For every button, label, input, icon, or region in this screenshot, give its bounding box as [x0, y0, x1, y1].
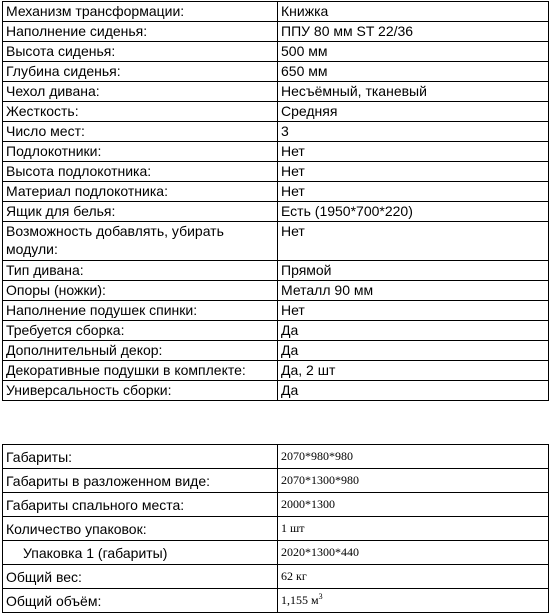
dimension-value: 2000*1300 [278, 493, 549, 517]
spec-value: Да [278, 381, 549, 401]
dimension-label: Упаковка 1 (габариты) [3, 541, 278, 565]
table-row [3, 301, 549, 321]
table-row [3, 122, 549, 142]
dimension-label: Габариты: [3, 445, 278, 469]
table-row [3, 42, 549, 62]
dimension-value: 2070*980*980 [278, 445, 549, 469]
table-row [3, 589, 549, 613]
dimension-value: 2070*1300*980 [278, 469, 549, 493]
spec-label: Требуется сборка: [3, 321, 278, 341]
spec-label: Дополнительный декор: [3, 341, 278, 361]
dimension-label: Общий вес: [3, 565, 278, 589]
table-row [3, 321, 549, 341]
spec-value: Металл 90 мм [278, 281, 549, 301]
spec-label: Наполнение подушек спинки: [3, 301, 278, 321]
spec-label: Чехол дивана: [3, 82, 278, 102]
spec-value: 650 мм [278, 62, 549, 82]
spec-label: Глубина сиденья: [3, 62, 278, 82]
spec-label: Возможность добавлять, убирать модули: [3, 222, 278, 261]
table-row [3, 222, 549, 261]
dimension-label: Габариты спального места: [3, 493, 278, 517]
dimension-value [278, 589, 549, 613]
table-row [3, 469, 549, 493]
dimension-label: Габариты в разложенном виде: [3, 469, 278, 493]
spec-value: Да, 2 шт [278, 361, 549, 381]
table-row [3, 162, 549, 182]
spec-value: 500 мм [278, 42, 549, 62]
volume-unit-superscript: 3 [318, 592, 323, 601]
spec-label: Материал подлокотника: [3, 182, 278, 202]
table-row [3, 493, 549, 517]
table-row [3, 445, 549, 469]
table-row [3, 62, 549, 82]
dimensions-table [2, 444, 549, 613]
spec-label: Опоры (ножки): [3, 281, 278, 301]
spec-value: Да [278, 341, 549, 361]
table-row [3, 517, 549, 541]
spec-label: Подлокотники: [3, 142, 278, 162]
spec-label: Ящик для белья: [3, 202, 278, 222]
spec-value: Нет [278, 301, 549, 321]
dimension-label: Общий объём: [3, 589, 278, 613]
spec-label: Высота подлокотника: [3, 162, 278, 182]
dimension-value: 1 шт [278, 517, 549, 541]
spec-label: Декоративные подушки в комплекте: [3, 361, 278, 381]
table-row [3, 182, 549, 202]
spec-label: Механизм трансформации: [3, 2, 278, 22]
spec-label: Число мест: [3, 122, 278, 142]
specs-table [2, 1, 549, 401]
table-row [3, 341, 549, 361]
spec-label: Высота сиденья: [3, 42, 278, 62]
table-row [3, 82, 549, 102]
spec-label: Наполнение сиденья: [3, 22, 278, 42]
dimension-value: 62 кг [278, 565, 549, 589]
spec-value: ППУ 80 мм ST 22/36 [278, 22, 549, 42]
table-row [3, 2, 549, 22]
spec-value: Средняя [278, 102, 549, 122]
table-row [3, 281, 549, 301]
table-row [3, 22, 549, 42]
spec-value: 3 [278, 122, 549, 142]
spec-value: Да [278, 321, 549, 341]
dimension-value: 2020*1300*440 [278, 541, 549, 565]
table-row [3, 142, 549, 162]
table-row [3, 565, 549, 589]
spec-value: Несъёмный, тканевый [278, 82, 549, 102]
spec-value: Нет [278, 142, 549, 162]
table-row [3, 361, 549, 381]
volume-value: 1,155 м [281, 593, 319, 607]
spec-value: Нет [278, 222, 549, 261]
spec-value: Прямой [278, 261, 549, 281]
spec-value: Нет [278, 162, 549, 182]
table-row [3, 202, 549, 222]
table-row [3, 261, 549, 281]
spec-label: Жесткость: [3, 102, 278, 122]
spec-label: Универсальность сборки: [3, 381, 278, 401]
spec-value: Есть (1950*700*220) [278, 202, 549, 222]
spec-value: Нет [278, 182, 549, 202]
spec-label: Тип дивана: [3, 261, 278, 281]
dimension-label: Количество упаковок: [3, 517, 278, 541]
table-row [3, 541, 549, 565]
table-row [3, 381, 549, 401]
spec-value: Книжка [278, 2, 549, 22]
table-row [3, 102, 549, 122]
